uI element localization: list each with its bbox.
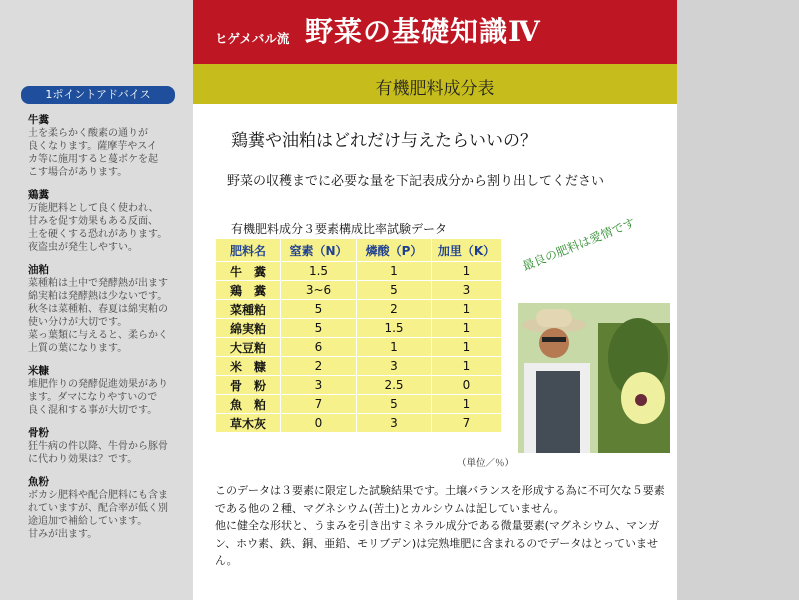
main-panel <box>193 0 677 600</box>
value-cell: 1 <box>432 338 502 357</box>
advice-item-gyofun <box>28 475 190 541</box>
value-cell: 1 <box>432 395 502 414</box>
header-banner <box>193 0 677 64</box>
table-row <box>216 338 502 357</box>
value-cell: 1.5 <box>357 319 432 338</box>
fertilizer-name-cell: 骨 粉 <box>216 376 281 395</box>
fertilizer-table <box>215 238 502 433</box>
advice-item-body: 堆肥作りの発酵促進効果があり ます。ダマになりやすいので 良く混和する事が大切です。 <box>28 379 168 416</box>
column-header: 窒素（N） <box>281 239 357 262</box>
subheader-band <box>193 64 677 104</box>
value-cell: 2 <box>357 300 432 319</box>
advice-item-keifun <box>28 188 190 254</box>
brand-label: ヒゲメバル流 <box>215 31 290 46</box>
fertilizer-name-cell: 鶏 糞 <box>216 281 281 300</box>
value-cell: 5 <box>281 319 357 338</box>
value-cell: 1 <box>357 338 432 357</box>
advice-item-body: 菜種粕は土中で発酵熱が出ます 綿実粕は発酵熱は少ないです。 秋冬は菜種粕、春夏は綿実粕の 使い分けが大切です。 菜っ葉類に与えると、柔らかく 上質の葉になります。 <box>28 278 168 354</box>
table-row <box>216 357 502 376</box>
column-header: 燐酸（P） <box>357 239 432 262</box>
value-cell: 7 <box>281 395 357 414</box>
table-row <box>216 300 502 319</box>
question-heading: 鶏糞や油粕はどれだけ与えたらいいの？ <box>231 131 537 151</box>
advice-item-body: ボカシ肥料や配合肥料にも含ま れていますが、配合率が低く別 途追加で補給しています。 甘みが出ます。 <box>28 490 168 540</box>
sidebar <box>0 0 193 600</box>
value-cell: 2 <box>281 357 357 376</box>
value-cell: 1 <box>432 300 502 319</box>
value-cell: 0 <box>432 376 502 395</box>
table-row <box>216 414 502 433</box>
advice-item-body: 狂牛病の件以降、牛骨から豚骨 に代わり効果は？です。 <box>28 441 168 465</box>
footnote-paragraph: 他に健全な形状と、うまみを引き出すミネラル成分である微量要素(マグネシウム、マンガン、ホウ素、鉄、銅、亜鉛、モリブデン)は完熟堆肥に含まれるのでデータはとっていません。 <box>215 519 660 567</box>
table-header-row <box>216 239 502 262</box>
value-cell: 0 <box>281 414 357 433</box>
fertilizer-name-cell: 菜種粕 <box>216 300 281 319</box>
advice-item-title: 鶏糞 <box>28 189 49 201</box>
value-cell: 3 <box>357 357 432 376</box>
value-cell: 3~6 <box>281 281 357 300</box>
fertilizer-name-cell: 米 糠 <box>216 357 281 376</box>
advice-label: 1ポイントアドバイス <box>21 86 175 104</box>
advice-item-title: 油粕 <box>28 264 49 276</box>
value-cell: 6 <box>281 338 357 357</box>
value-cell: 7 <box>432 414 502 433</box>
fertilizer-name-cell: 魚 粕 <box>216 395 281 414</box>
advice-item-title: 牛糞 <box>28 114 49 126</box>
footnote <box>215 482 665 570</box>
table-row <box>216 376 502 395</box>
value-cell: 5 <box>357 281 432 300</box>
table-row <box>216 281 502 300</box>
advice-item-nuka <box>28 364 190 417</box>
fertilizer-name-cell: 牛 糞 <box>216 262 281 281</box>
advice-list <box>28 113 190 550</box>
fertilizer-name-cell: 大豆粕 <box>216 338 281 357</box>
value-cell: 5 <box>281 300 357 319</box>
advice-item-koppun <box>28 426 190 466</box>
unit-note: （単位／％） <box>457 458 515 469</box>
instruction-text: 野菜の収穫までに必要な量を下記表成分から割り出してください <box>227 174 605 189</box>
page-title: 野菜の基礎知識Ⅳ <box>305 15 541 48</box>
value-cell: 2.5 <box>357 376 432 395</box>
fertilizer-name-cell: 草木灰 <box>216 414 281 433</box>
value-cell: 3 <box>357 414 432 433</box>
farmer-illustration <box>518 303 670 453</box>
advice-item-title: 米糠 <box>28 365 49 377</box>
advice-item-gyufun <box>28 113 190 179</box>
section-title: 有機肥料成分表 <box>375 79 495 99</box>
advice-item-body: 土を柔らかく酸素の通りが 良くなります。薩摩芋やスイ カ等に施用すると蔓ボケを起 こす場合があります。 <box>28 128 158 178</box>
advice-item-title: 魚粉 <box>28 476 49 488</box>
value-cell: 1 <box>432 357 502 376</box>
fertilizer-name-cell: 綿実粕 <box>216 319 281 338</box>
advice-item-aburakasu <box>28 263 190 355</box>
table-row <box>216 395 502 414</box>
value-cell: 3 <box>281 376 357 395</box>
value-cell: 3 <box>432 281 502 300</box>
value-cell: 1 <box>432 319 502 338</box>
table-row <box>216 262 502 281</box>
footnote-paragraph: このデータは３要素に限定した試験結果です。土壌バランスを形成する為に不可欠な５要素である他の２種、マグネシウム(苦土)とカルシウムは記していません。 <box>215 484 665 515</box>
farmer-photo <box>518 303 670 453</box>
value-cell: 1 <box>357 262 432 281</box>
slogan-text: 最良の肥料は愛情です <box>520 215 638 274</box>
value-cell: 1 <box>432 262 502 281</box>
advice-item-body: 万能肥料として良く使われ、 甘みを促す効果もある反面、 土を硬くする恐れがあります。 夜盗虫が発生しやすい。 <box>28 203 168 253</box>
value-cell: 1.5 <box>281 262 357 281</box>
table-caption: 有機肥料成分３要素構成比率試験データ <box>231 222 448 236</box>
column-header: 加里（K） <box>432 239 502 262</box>
column-header: 肥料名 <box>216 239 281 262</box>
table-row <box>216 319 502 338</box>
value-cell: 5 <box>357 395 432 414</box>
advice-item-title: 骨粉 <box>28 427 49 439</box>
right-margin <box>677 0 799 600</box>
